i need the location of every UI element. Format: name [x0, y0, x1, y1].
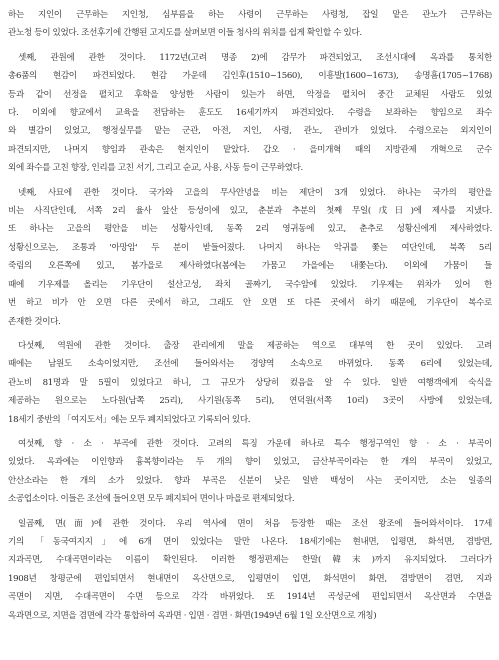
text-line: 외에 좌수를 고친 향장, 인리를 고친 서기, 그리고 순교, 사용, 사동 등이 근무하였다. — [8, 163, 303, 174]
text-line: 일곱째, 면(面)에 관한 것이다. 우리 역사에 면이 처음 등장한 때는 조선 왕조에 들어와서이다. 17세 — [18, 518, 492, 529]
paragraph — [8, 6, 492, 43]
text-line: 때에는 남원도 소속이었지만, 조선에 들어와서는 경양역 소속으로 바뀌었다. 동쪽 6리에 있었는데, — [8, 359, 492, 370]
text-line: 하는 지인이 근무하는 지인청, 심부름을 하는 사령이 근무하는 사령청, 잡일 맡은 관노가 근무하는 — [8, 10, 492, 20]
text-line: 다. 이외에 향교에서 교육을 전담하는 훈도도 16세기까지 파견되었다. 수령을 보좌하는 향임으로 좌수 — [8, 108, 492, 119]
text-line: 또 하나는 고을의 평안을 비는 성황사인데, 동쪽 2리 영귀동에 있고, 춘추로 성황신에게 제사하였다. — [8, 224, 492, 235]
paragraph — [8, 49, 492, 178]
text-line: 파견되지만, 나머지 향임과 관속은 현지인이 맡았다. 갑오 · 을미개혁 때의 지방관제 개혁으로 군수 — [8, 144, 492, 155]
text-line: 지과곡면, 수대곡면이라는 이름이 확인된다. 이러한 행정편제는 한말(韓末)까지 유지되었다. 그러다가 — [8, 555, 492, 566]
text-line: 총6품의 현감이 파견되었다. 현감 가운데 김인후(1510~1560), 이흥발(1600~1673), 송명흠(1705~1768) — [8, 71, 492, 82]
body-text — [8, 6, 492, 625]
text-line: 기의 「동국여지지」에 6개 면이 있었다는 말만 나온다. 18세기에는 현내면, 입평면, 화석면, 겸방면, — [8, 536, 492, 547]
text-line: 18세기 중반의 「여지도서」에는 모두 폐지되었다고 기록되어 있다. — [8, 414, 251, 425]
text-line: 옥과면으로, 지면을 겸면에 각각 통합하여 옥과면 · 입면 · 겸면 · 화면(1949년 6월 1일 오산면으로 개칭) — [8, 610, 377, 621]
text-line: 와 별감이 있었고, 행정실무를 맡는 군관, 아전, 지인, 사령, 관노, 관비가 있었다. 수령으로는 외지인이 — [8, 126, 492, 137]
text-line: 1908년 창평군에 편입되면서 현내면이 옥산면으로, 입평면이 입면, 화석면이 화면, 겸방면이 겸면, 지과 — [8, 573, 492, 584]
text-line: 등과 같이 선정을 펼치고 후학을 양성한 사람이 있는가 하면, 악정을 펼치어 중간 교체된 사람도 있었 — [8, 89, 492, 100]
text-line: 여섯째, 향 · 소 · 부곡에 관한 것이다. 고려의 특징 가운데 하나로 특수 행정구역인 향 · 소 · 부곡이 — [18, 438, 492, 449]
text-line: 관노청 등이 있었다. 조선후기에 간행된 고지도를 살펴보면 이들 청사의 위치를 쉽게 확인할 수 있다. — [8, 28, 362, 39]
text-line: 제공하는 원으로는 노다원(남쪽 25리), 사기원(동쪽 5리), 연덕원(서쪽 10리) 3곳이 사방에 있었는데, — [8, 396, 492, 407]
text-line: 존재한 것이다. — [8, 316, 61, 327]
text-line: 곡면이 지면, 수대곡면이 수면 등으로 각각 바뀌었다. 또 1914년 곡성군에 편입되면서 옥산면과 수면을 — [8, 592, 492, 603]
paragraph — [8, 435, 492, 509]
text-line: 때에 기우제를 올리는 기우단이 설산고성, 좌치 골짜기, 국수암에 있었다. 기우제는 위차가 있어 한 — [8, 279, 492, 290]
text-line: 관노비 81명과 말 5필이 있었다고 하니, 그 규모가 상당히 컸음을 알 수 있다. 일반 여행객에게 숙식을 — [8, 377, 492, 388]
text-line: 성황신으로는, 조통과 '아망암' 두 분이 받들어졌다. 나머지 하나는 악귀를 쫓는 여단인데, 북쪽 5리 — [8, 242, 492, 253]
paragraph — [8, 184, 492, 331]
text-line: 죽림의 오른쪽에 있고, 봄가을로 제사하였다(봄에는 가뭄고 가을에는 내쫓는다). 이외에 가뭄이 들 — [8, 261, 492, 272]
text-line: 다섯째, 역원에 관한 것이다. 출장 관리에게 말을 제공하는 역으로 대부역 한 곳이 있었다. 고려 — [18, 340, 492, 351]
text-line: 비는 사직단인데, 서쪽 2리 율사 앞산 등성이에 있고, 춘분과 추분의 첫째 무일(戊日)에 제사를 지냈다. — [8, 206, 492, 217]
text-line: 번 하고 비가 안 오면 다른 곳에서 하고, 그래도 안 오면 또 다른 곳에서 하기 때문에, 기우단이 복수로 — [8, 298, 492, 309]
text-line: 안산소라는 한 개의 소가 있었다. 향과 부곡은 신분이 낮은 일반 백성이 사는 곳이지만, 소는 일종의 — [8, 475, 492, 486]
text-line: 있었다. 옥과에는 이인향과 흉복향이라는 두 개의 향이 있었고, 금산부곡이라는 한 개의 부곡이 있었고, — [8, 457, 492, 468]
text-line: 셋째, 관원에 관한 것이다. 1172년(고려 명종 2)에 감무가 파견되었고, 조선시대에 옥과를 통치한 — [18, 52, 492, 63]
text-line: 넷째, 사묘에 관한 것이다. 국가와 고을의 무사안녕을 비는 제단이 3개 있었다. 하나는 국가의 평안을 — [18, 187, 492, 198]
text-line: 소공업소이다. 이들은 조선에 들어오면 모두 폐지되어 면이나 마을로 편제되었다. — [8, 494, 295, 505]
paragraph — [8, 515, 492, 625]
paragraph — [8, 337, 492, 429]
